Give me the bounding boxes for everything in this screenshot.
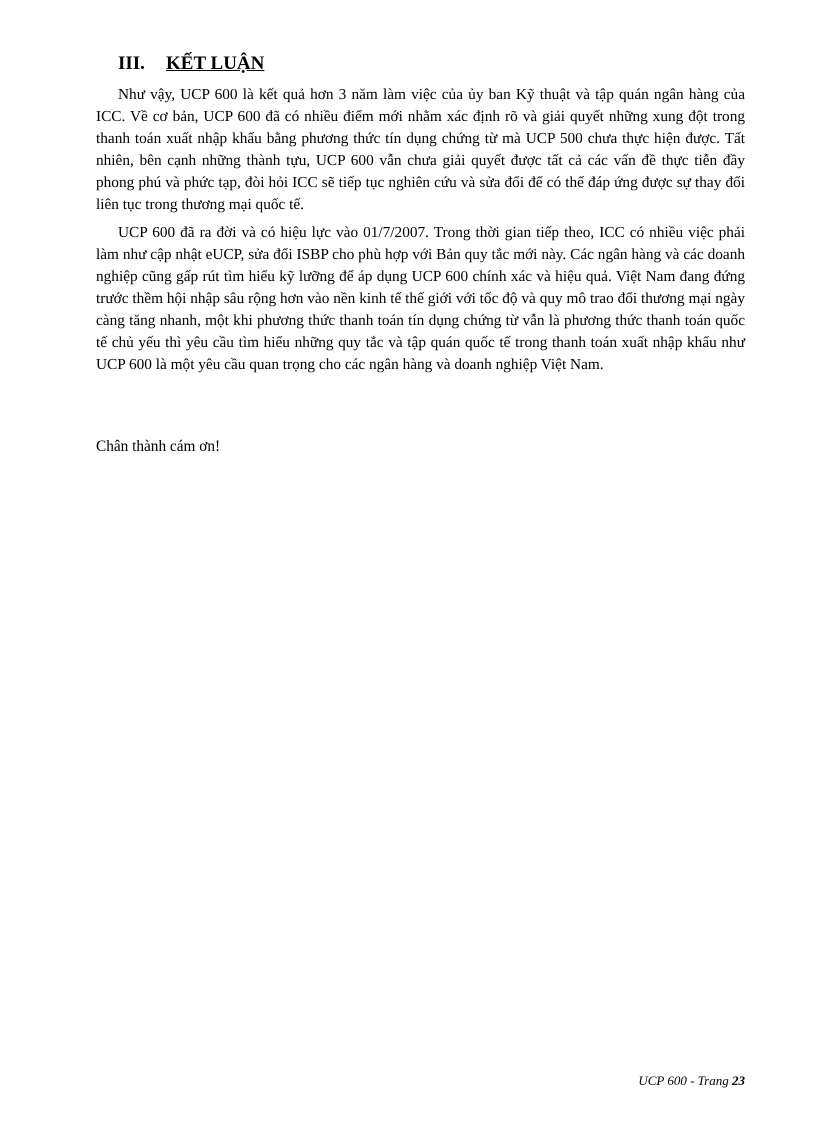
document-page [96, 52, 745, 458]
paragraph-2: UCP 600 đã ra đời và có hiệu lực vào 01/7/2007. Trong thời gian tiếp theo, ICC có nhiều việc phải làm như cập nhật eUCP, sửa đổi ISBP cho phù hợp với Bản quy tắc mới này. Các ngân hàng và các doanh nghiệp cũng gấp rút tìm hiểu kỹ lưỡng để áp dụng UCP 600 chính xác và hiệu quả. Việt Nam đang đứng trước thềm hội nhập sâu rộng hơn vào nền kinh tế thế giới với tốc độ và quy mô trao đổi thương mại ngày càng tăng nhanh, một khi phương thức thanh toán tín dụng chứng từ vẫn là phương thức thanh toán quốc tế chủ yếu thì yêu cầu tìm hiểu những quy tắc và tập quán quốc tế trong thanh toán xuất nhập khẩu như UCP 600 là một yêu cầu quan trọng cho các ngân hàng và doanh nghiệp Việt Nam. [96, 224, 745, 373]
section-number: III. [118, 53, 145, 74]
section-heading [118, 52, 745, 76]
closing-text: Chân thành cám ơn! [96, 438, 221, 455]
page-footer [638, 1073, 745, 1089]
page-number: 23 [732, 1073, 745, 1088]
section-title: KẾT LUẬN [166, 53, 265, 74]
footer-label: UCP 600 - Trang [638, 1073, 729, 1088]
paragraph-1: Như vậy, UCP 600 là kết quả hơn 3 năm làm việc của ủy ban Kỹ thuật và tập quán ngân hàng của ICC. Về cơ bản, UCP 600 đã có nhiều điểm mới nhằm xác định rõ và giải quyết những xung đột trong thanh toán xuất nhập khẩu bằng phương thức tín dụng chứng từ mà UCP 500 chưa thực hiện được. Tất nhiên, bên cạnh những thành tựu, UCP 600 vẫn chưa giải quyết được tất cả các vấn đề thực tiễn đầy phong phú và phức tạp, đòi hỏi ICC sẽ tiếp tục nghiên cứu và sửa đổi để có thể đáp ứng được sự thay đổi liên tục trong thương mại quốc tế. [96, 86, 745, 213]
